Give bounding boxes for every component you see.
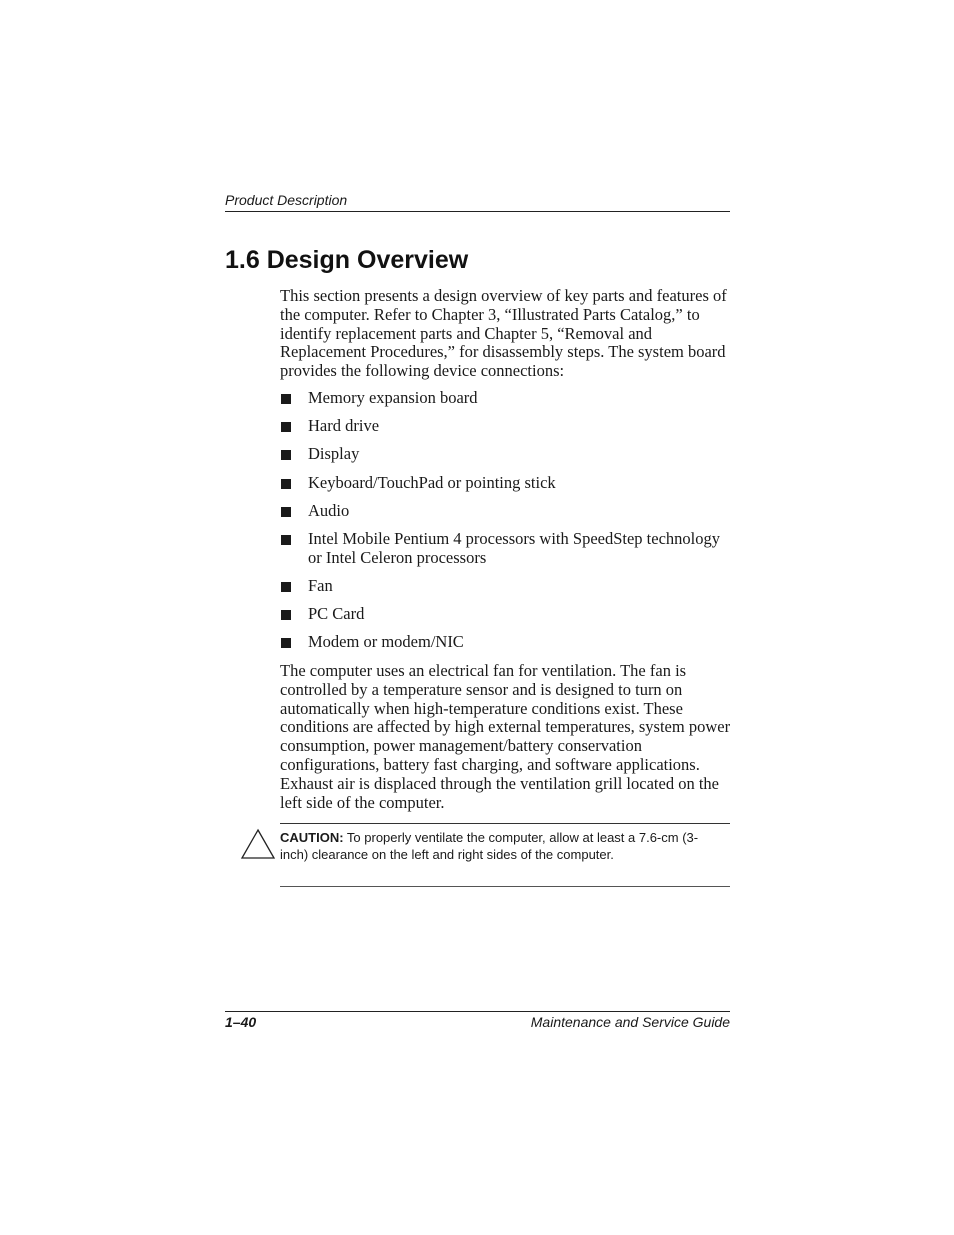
list-item: PC Card (280, 605, 735, 624)
fan-paragraph: The computer uses an electrical fan for ventilation. The fan is controlled by a temperature sensor and is designed to turn on automatically when high-temperature conditions exist. These conditions are affected by high external temperatures, system power consumption, power management/battery conservation configurations, battery fast charging, and software applications. Exhaust air is displaced through the ventilation grill located on the left side of the computer. (280, 661, 731, 812)
device-connections-list (280, 389, 735, 661)
square-bullet-icon (281, 450, 291, 460)
square-bullet-icon (281, 535, 291, 545)
square-bullet-icon (281, 394, 291, 404)
caution-note (280, 829, 700, 863)
intro-paragraph: This section presents a design overview of key parts and features of the computer. Refer to Chapter 3, “Illustrated Parts Catalog,” to identify replacement parts and Chapter 5, “Removal and Replacement Procedures,” for disassembly steps. The system board provides the following device connections: (280, 286, 727, 381)
square-bullet-icon (281, 422, 291, 432)
guide-title: Maintenance and Service Guide (530, 1014, 730, 1030)
caution-bottom-rule (280, 886, 730, 887)
list-item: Keyboard/TouchPad or pointing stick (280, 474, 735, 493)
list-item: Modem or modem/NIC (280, 633, 735, 652)
list-item: Intel Mobile Pentium 4 processors with SpeedStep technology or Intel Celeron processors (280, 530, 735, 568)
list-item: Fan (280, 577, 735, 596)
caution-triangle-icon (240, 828, 276, 860)
footer-rule (225, 1011, 730, 1012)
section-title: 1.6 Design Overview (225, 246, 469, 274)
caution-body: To properly ventilate the computer, allow at least a 7.6-cm (3-inch) clearance on the left and right sides of the computer. (280, 830, 699, 862)
list-item: Hard drive (280, 417, 735, 436)
running-header: Product Description (225, 192, 348, 208)
list-item: Display (280, 445, 735, 464)
square-bullet-icon (281, 610, 291, 620)
caution-label: CAUTION: (280, 830, 344, 845)
list-item: Memory expansion board (280, 389, 735, 408)
square-bullet-icon (281, 638, 291, 648)
square-bullet-icon (281, 582, 291, 592)
square-bullet-icon (281, 507, 291, 517)
square-bullet-icon (281, 479, 291, 489)
page-number: 1–40 (225, 1014, 257, 1030)
caution-top-rule (280, 823, 730, 824)
header-rule (225, 211, 730, 212)
list-item: Audio (280, 502, 735, 521)
